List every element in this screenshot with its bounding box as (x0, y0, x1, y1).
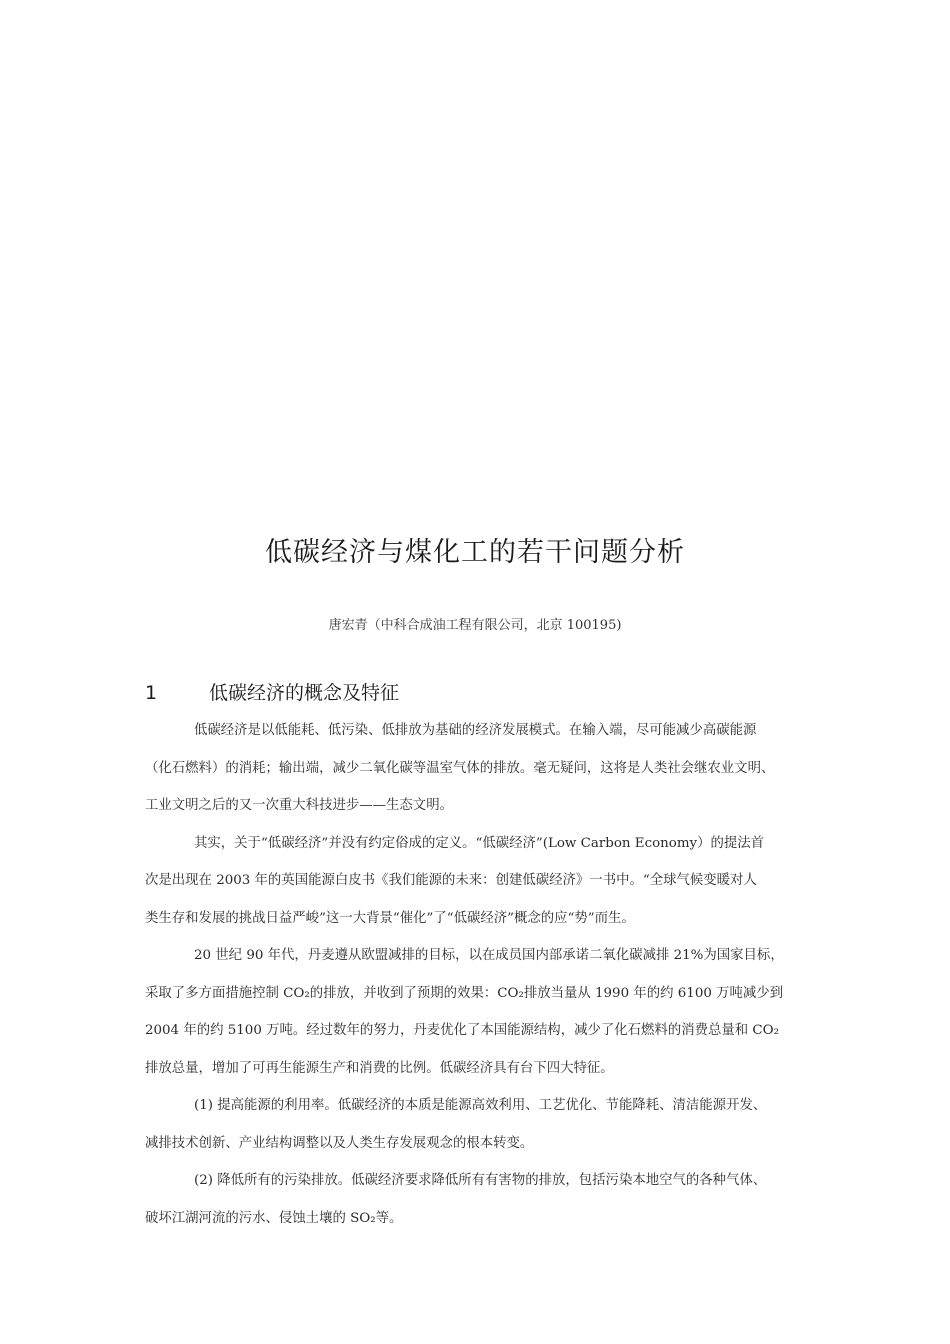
paragraph-1 (145, 712, 810, 825)
paragraph-line: 减排技术创新、产业结构调整以及人类生存发展观念的根本转变。 (145, 1135, 534, 1151)
paragraph-line: 其实，关于“低碳经济”并没有约定俗成的定义。“低碳经济”(Low Carbon Economy）的提法首 (194, 835, 765, 851)
paragraph-line: 20 世纪 90 年代，丹麦遵从欧盟减排的目标，以在成员国内部承诺二氧化碳减排 21%为国家目标， (194, 948, 784, 963)
author-line: 唐宏青（中科合成油工程有限公司，北京 100195) (328, 618, 622, 633)
paragraph-2 (145, 825, 810, 938)
paragraph-line: (2) 降低所有的污染排放。低碳经济要求降低所有有害物的排放，包括污染本地空气的各种气体、 (194, 1173, 767, 1188)
paragraph-line: 次是出现在 2003 年的英国能源白皮书《我们能源的未来：创建低碳经济》一书中。“全球气候变暖对人 (145, 873, 757, 888)
paragraph-4 (145, 1087, 810, 1162)
paragraph-line: 2004 年的约 5100 万吨。经过数年的努力，丹麦优化了本国能源结构，减少了化石燃料的消费总量和 CO₂ (145, 1023, 780, 1038)
paragraph-line: 采取了多方面措施控制 CO₂的排放，并收到了预期的效果：CO₂排放当量从 1990 年的约 6100 万吨减少到 (145, 985, 784, 1001)
document-title: 低碳经济与煤化工的若干问题分析 (265, 537, 685, 568)
section-heading (145, 678, 399, 705)
paragraph-5 (145, 1162, 810, 1237)
paragraph-line: 排放总量，增加了可再生能源生产和消费的比例。低碳经济具有台下四大特征。 (145, 1060, 614, 1076)
paragraph-3 (145, 937, 810, 1087)
section-title: 低碳经济的概念及特征 (209, 682, 400, 704)
paragraph-line: (1) 提高能源的利用率。低碳经济的本质是能源高效利用、工艺优化、节能降耗、清洁能源开发、 (194, 1098, 767, 1113)
paragraph-line: 类生存和发展的挑战日益严峻”这一大背景“催化”了“低碳经济”概念的应“势”而生。 (145, 910, 635, 926)
body-text (145, 712, 810, 1237)
paragraph-line: 低碳经济是以低能耗、低污染、低排放为基础的经济发展模式。在输入端，尽可能减少高碳能源 (194, 723, 757, 738)
paragraph-line: 破坏江湖河流的污水、侵蚀土壤的 SO₂等。 (145, 1210, 403, 1226)
paragraph-line: 工业文明之后的又一次重大科技进步——生态文明。 (145, 798, 453, 813)
paragraph-line: （化石燃料）的消耗；输出端，减少二氧化碳等温室气体的排放。毫无疑问，这将是人类社会继农业文明、 (145, 760, 775, 776)
section-number: 1 (145, 682, 158, 704)
